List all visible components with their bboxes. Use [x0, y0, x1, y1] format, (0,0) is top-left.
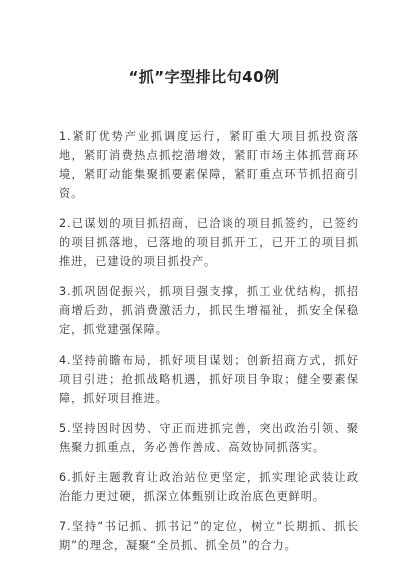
- list-item: 7.坚持“书记抓、抓书记”的定位，树立“长期抓、抓长期”的理念，凝聚“全员抓、抓全员”的合力。: [59, 520, 359, 553]
- list-item: 4.坚持前瞻布局，抓好项目谋划；创新招商方式，抓好项目引进；抢抓战略机遇，抓好项目争取；健全要素保障，抓好项目推进。: [59, 353, 359, 405]
- list-item: 1.紧盯优势产业抓调度运行，紧盯重大项目抓投资落地，紧盯消费热点抓挖潜增效，紧盯市场主体抓营商环境，紧盯动能集聚抓要素保障，紧盯重点环节抓招商引资。: [59, 130, 359, 200]
- list-item: 3.抓巩固促振兴，抓项目强支撑，抓工业优结构，抓招商增后劲，抓消费激活力，抓民生增福祉，抓安全保稳定，抓党建强保障。: [59, 285, 359, 337]
- sentence-list: [59, 127, 359, 560]
- document-title: “抓”字型排比句40例: [128, 68, 280, 86]
- list-item: 5.坚持因时因势、守正而进抓完善，突出政治引领、聚焦聚力抓重点，务必善作善成、高效协同抓落实。: [59, 421, 359, 454]
- list-item: 6.抓好主题教育让政治站位更坚定，抓实理论武装让政治能力更过硬，抓深立体甄别让政治底色更鲜明。: [59, 470, 359, 503]
- list-item: 2.已谋划的项目抓招商，已洽谈的项目抓签约，已签约的项目抓落地，已落地的项目抓开工，已开工的项目抓推进，已建设的项目抓投产。: [59, 217, 359, 269]
